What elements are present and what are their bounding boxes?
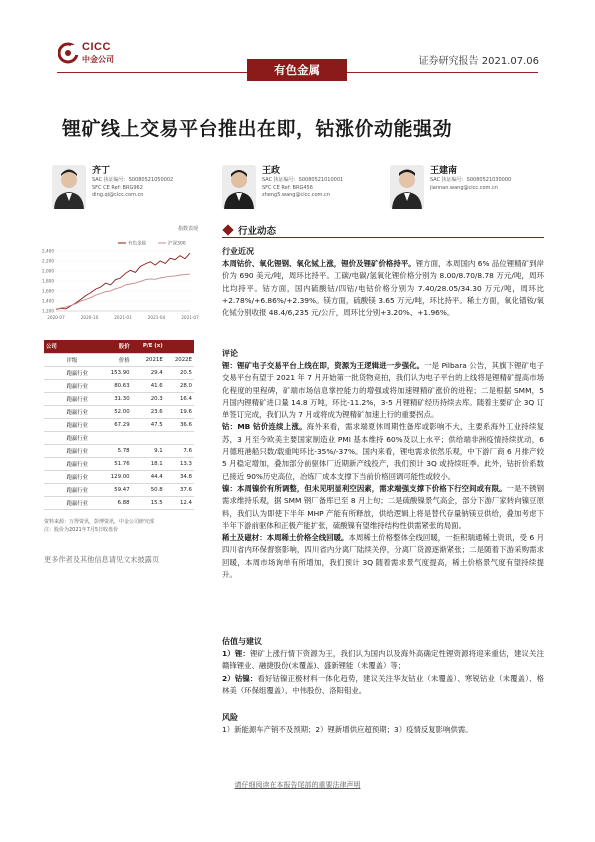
table-row — [44, 353, 194, 366]
person-icon — [222, 165, 256, 209]
table-cell — [44, 379, 65, 392]
table-cell: 7.6 — [165, 444, 194, 457]
table-cell: 6.88 — [100, 496, 132, 509]
table-header-row — [44, 340, 194, 353]
analyst-avatar — [52, 165, 86, 209]
chart-header — [40, 225, 202, 235]
x-tick-label: 2021-01 — [114, 315, 132, 320]
lead-sentence: 2）钴镍： — [222, 673, 258, 683]
nickel-paragraph — [222, 483, 544, 532]
table-cell — [44, 392, 65, 405]
table-cell: 跑赢行业 — [65, 405, 100, 418]
section-title: 行业动态 — [238, 226, 277, 237]
table-row — [44, 431, 194, 444]
industry-update-text — [222, 258, 544, 319]
table-cell: 20.3 — [132, 392, 165, 405]
analyst-avatar — [222, 165, 256, 209]
y-tick-label: 1,800 — [42, 278, 54, 284]
block-heading: 估值与建议 — [222, 637, 262, 646]
table-cell: 跑赢行业 — [65, 392, 100, 405]
table-cell: 股价 — [100, 340, 132, 353]
table-cell: P/E (x) — [132, 340, 165, 353]
analyst-sfc: SFC CE Ref: BRG962 — [92, 184, 143, 191]
table-row — [44, 483, 194, 496]
body-text: 本周稀土价格整体全线回暖，一拒积瑞通稀土资讯，受 6 月四川省内环保督察影响，四川省内分离厂陆续关停，分离厂货源逐渐紧张；二是随着下游采购需求回暖，本周市场询单有所增加，我们预计 3Q 随着需求景气度提高，稀土价格景气度有望持续提升。 — [222, 533, 544, 580]
cobalt-nickel-suggestion — [222, 673, 544, 698]
y-tick-label: 2,400 — [42, 248, 54, 254]
table-note-line: 注：股价为2021年7月5日收盘价 — [44, 527, 119, 533]
x-tick-label: 2021-04 — [147, 315, 166, 320]
table-cell — [132, 431, 165, 444]
table-cell: 跑赢行业 — [65, 444, 100, 457]
body-text: 海外来看，需求端夏休周期性备库或影响不大，主要系海外工业持续复苏，3 月至今欧美主要国家制造业 PMI 基本维持 60%及以上水平；供给端非洲疫情持续扰动，6 月德班港船只数/载重吨环比-35%/-37%。国内来看，锂电需求依然乐观，中下游厂商 6 月排产较 5 月稳定增加，叠加部分前驱体厂近期新产线投产，我们预计 3Q 或持续旺季。此外，钴折价系数已接近 90%历史高位，冶炼厂成本支撑下当前价格回调可能性或较小。 — [222, 422, 544, 481]
table-cell: 跑赢行业 — [65, 483, 100, 496]
person-icon — [390, 165, 424, 209]
more-info-note: 更多作者及其他信息请见文末披露页 — [44, 555, 160, 564]
body-text: 一是 Pilbara 公告，其旗下锂矿电子交易平台有望于 2021 年 7 月开始第一批货物竞拍，我们认为电子平台的上线将是锂精矿提高市场化程度的里程碑，矿端市场信息掌控能力的增强或将加速锂精矿涨价的进程；二是根据 SMM，5 月国内锂精矿进口量 14.8 万吨，环比-11.2%，3-5 月锂精矿经历持续去库。随着主要矿企 3Q 订单签订完成，我们认为 7 月或将成为锂精矿加速上行的重要拐点。 — [222, 361, 544, 420]
table-cell: 67.29 — [100, 418, 132, 431]
legal-footer — [0, 780, 595, 790]
lead-sentence: 1）锂： — [222, 649, 250, 658]
table-cell: 23.6 — [132, 405, 165, 418]
body-text: 锂方面，本周国内 6% 品位锂精矿到岸价为 690 美元/吨，周环比持平。工碳/电碳/氢氧化锂价格分别为 8.00/8.70/8.78 万元/吨，周环比均持平。钴方面，国内硫酸钴/四钴/电钴价格分别为 7.40/28.05/34.30 万元/吨，周环比+2.78%/+6.86%/+2.39%。镁方面，硫酸镁 3.65 万元/吨，环比持平。稀土方面，氧化镨钕/氧化铽分别收报 48.4/6,235 元/公斤，周环比分别+3.20%、+1.96%。 — [222, 259, 544, 318]
analyst-email[interactable]: zheng5.wang@cicc.com.cn — [262, 192, 330, 198]
table-source-line: 资料来源：万得资讯，彭博资讯，中金公司研究部 — [44, 519, 155, 525]
analyst-email[interactable]: ding.qi@cicc.com.cn — [92, 192, 144, 198]
table-source — [44, 518, 194, 534]
table-row — [44, 392, 194, 405]
table-cell: 44.4 — [132, 470, 165, 483]
table-row — [44, 496, 194, 509]
analyst-cert: SAC 执证编号：S0080521030000 — [430, 177, 512, 183]
stock-valuation-table — [44, 340, 194, 510]
table-cell: 跑赢行业 — [65, 379, 100, 392]
y-tick-label: 1,200 — [42, 308, 54, 314]
lithium-paragraph — [222, 360, 544, 421]
analyst-name: 齐丁 — [92, 166, 111, 176]
table-cell: 129.00 — [100, 470, 132, 483]
table-cell: 12.4 — [165, 496, 194, 509]
table-cell — [44, 366, 65, 379]
legend-label: 沪深300 — [168, 241, 186, 247]
table-cell — [44, 405, 65, 418]
lead-sentence: 锂：锂矿电子交易平台上线在即，资源为王逻辑进一步强化。 — [222, 361, 425, 370]
y-tick-label: 1,600 — [42, 288, 54, 294]
index-performance-chart — [40, 237, 202, 327]
table-cell: 19.6 — [165, 405, 194, 418]
table-cell: 29.4 — [132, 366, 165, 379]
table-cell: 36.6 — [165, 418, 194, 431]
table-cell: 50.8 — [132, 483, 165, 496]
brand-en: CICC — [82, 41, 111, 53]
body-text: 看好钴镍正极材料一体化趋势，建议关注华友钴业（未覆盖）、寒锐钴业（未覆盖）、格林美（环保组覆盖）、中伟股份、洛阳钼业。 — [222, 673, 544, 695]
table-cell — [44, 470, 65, 483]
table-cell: 价格 — [100, 353, 132, 366]
legend-label: 有色金属 — [128, 241, 146, 247]
table-cell: 2022E — [165, 353, 194, 366]
analyst-avatar — [390, 165, 424, 209]
table-cell: 跑赢行业 — [65, 366, 100, 379]
lead-sentence: 本周钴价、氧化锂钢、氧化铽上涨，锂价及锂矿价格持平。 — [222, 259, 416, 268]
table-row — [44, 444, 194, 457]
table-cell — [100, 431, 132, 444]
cicc-logo — [58, 40, 128, 68]
table-cell: 2021E — [132, 353, 165, 366]
table-cell: 18.1 — [132, 457, 165, 470]
table-cell — [44, 353, 65, 366]
table-cell: 37.6 — [165, 483, 194, 496]
table-row — [44, 405, 194, 418]
table-row — [44, 366, 194, 379]
body-text: 一是不锈钢需求维持乐观，据 SMM 钢厂备库已至 8 月上旬；二是硫酸镍景气高企，部分下游厂家转向镍豆原料，我们认为即使下半年 MHP 产能有所释放，供给逻辑上将是替代存量钠镁豆供给，叠加考虑下半年下游前驱体和正极产能扩张，硫酸镍有望维持结构性供需紧张的局面。 — [222, 483, 544, 530]
series-line — [56, 274, 190, 309]
table-cell: 51.76 — [100, 457, 132, 470]
lead-sentence: 稀土及磁材：本周稀土价格全线回暖。 — [222, 533, 349, 543]
table-cell: 52.00 — [100, 405, 132, 418]
table-cell: 47.5 — [132, 418, 165, 431]
table-cell: 15.5 — [132, 496, 165, 509]
table-cell: 跑赢行业 — [65, 418, 100, 431]
table-cell — [44, 431, 65, 444]
x-tick-label: 2020-10 — [80, 315, 99, 320]
block-heading: 评论 — [222, 349, 238, 358]
table-cell: 20.5 — [165, 366, 194, 379]
table-cell: 28.0 — [165, 379, 194, 392]
table-cell: 公司 — [44, 340, 65, 353]
cobalt-paragraph — [222, 421, 544, 482]
table-row — [44, 418, 194, 431]
diamond-icon — [222, 224, 233, 235]
lead-sentence: 镍：本周镍价有所调整，但未见明显利空因素，需求端强支撑下价格下行空间或有限。 — [222, 483, 507, 493]
report-title: 锂矿线上交易平台推出在即，钴涨价动能强劲 — [62, 118, 453, 140]
legal-disclaimer-link[interactable]: 请仔细阅读在本报告尾部的重要法律声明 — [234, 781, 361, 789]
cicc-logo-icon — [58, 42, 78, 64]
table-cell: 31.30 — [100, 392, 132, 405]
table-cell — [44, 483, 65, 496]
table-row — [44, 470, 194, 483]
lead-sentence: 钴：MB 钴价连续上涨。 — [222, 422, 307, 432]
analyst-name: 王建南 — [430, 166, 458, 176]
y-tick-label: 1,400 — [42, 298, 54, 304]
table-cell: 13.3 — [165, 457, 194, 470]
table-cell: 跑赢行业 — [65, 457, 100, 470]
table-cell: 9.1 — [132, 444, 165, 457]
table-cell: 153.90 — [100, 366, 132, 379]
industry-update-block — [222, 246, 544, 319]
table-cell — [44, 444, 65, 457]
block-heading: 风险 — [222, 713, 238, 722]
table-row — [44, 457, 194, 470]
table-cell — [44, 496, 65, 509]
analyst-cert: SAC 执证编号：S0080521010001 — [262, 177, 344, 183]
table-cell — [65, 340, 100, 353]
table-cell: 80.63 — [100, 379, 132, 392]
table-cell: 59.47 — [100, 483, 132, 496]
block-heading: 行业近况 — [222, 247, 254, 256]
table-row — [44, 379, 194, 392]
table-cell: 34.8 — [165, 470, 194, 483]
table-cell — [165, 431, 194, 444]
analyst-sfc: SFC CE Ref: BRG456 — [262, 184, 313, 191]
chart-title: 指数表现 — [177, 226, 198, 232]
table-cell: 跑赢行业 — [65, 496, 100, 509]
table-cell: 41.6 — [132, 379, 165, 392]
table-cell: 跑赢行业 — [65, 431, 100, 444]
analyst-name: 王政 — [262, 166, 281, 176]
y-tick-label: 2,000 — [42, 268, 54, 274]
analyst-cert: SAC 执证编号：S0080521050002 — [92, 177, 174, 183]
sector-tab: 有色金属 — [247, 59, 347, 81]
table-cell — [44, 418, 65, 431]
analyst-email[interactable]: jiannan.wang@cicc.com.cn — [430, 184, 498, 191]
risk-text: 1）新能源车产销不及预期；2）锂新增供应超预期；3）疫情反复影响供需。 — [222, 725, 473, 734]
table-cell — [44, 457, 65, 470]
x-tick-label: 2021-07 — [181, 315, 199, 320]
y-tick-label: 2,200 — [42, 258, 54, 264]
valuation-block — [222, 636, 544, 697]
person-icon — [52, 165, 86, 209]
lithium-suggestion — [222, 648, 544, 673]
rare-earth-paragraph — [222, 532, 544, 581]
table-cell — [165, 340, 194, 353]
table-cell: 评级 — [65, 353, 100, 366]
section-header — [222, 222, 544, 238]
table-cell: 跑赢行业 — [65, 470, 100, 483]
brand-cn: 中金公司 — [82, 55, 114, 64]
table-cell: 5.78 — [100, 444, 132, 457]
report-type-date: 证券研究报告 2021.07.06 — [418, 56, 539, 67]
risk-block — [222, 712, 544, 736]
commentary-block — [222, 348, 544, 581]
x-tick-label: 2020-07 — [47, 315, 65, 320]
table-cell: 16.4 — [165, 392, 194, 405]
body-text: 锂矿上涨行情下资源为王，我们认为国内以及海外高确定性锂资源将迎来重估，建议关注赣锋锂业、融捷股份(未覆盖)、盛新锂能（未覆盖）等； — [222, 649, 544, 671]
